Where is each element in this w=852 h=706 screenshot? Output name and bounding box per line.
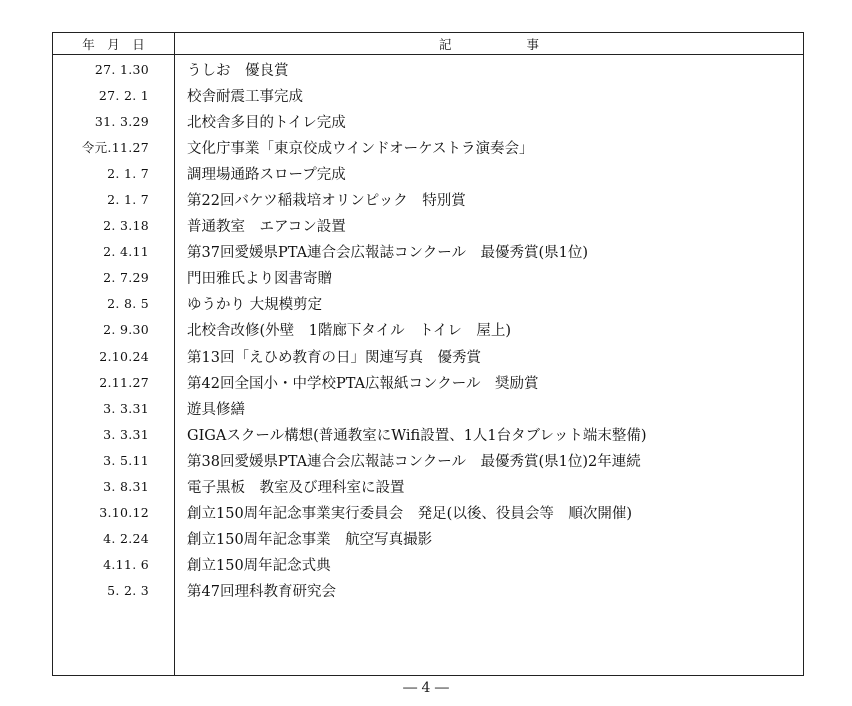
row-date: 4.11. 6: [103, 557, 149, 573]
row-event: ゆうかり 大規模剪定: [187, 297, 323, 314]
row-date: 2. 9.30: [103, 322, 149, 338]
chronology-table: [52, 32, 804, 676]
table-row: [53, 474, 803, 500]
row-event: 第42回全国小・中学校PTA広報紙コンクール 奨励賞: [187, 375, 539, 392]
row-date: 2. 1. 7: [107, 191, 149, 207]
table-row: [53, 239, 803, 265]
row-date: 2. 4.11: [103, 244, 149, 260]
row-date: 3.10.12: [99, 505, 149, 521]
row-event: 創立150周年記念事業 航空写真撮影: [187, 532, 433, 549]
table-row: [53, 213, 803, 239]
row-date: 3. 3.31: [103, 426, 149, 442]
row-event: 普通教室 エアコン設置: [187, 219, 346, 236]
table-row: [53, 56, 803, 82]
table-row: [53, 395, 803, 421]
table-row: [53, 421, 803, 447]
table-row: [53, 160, 803, 186]
row-event: 門田雅氏より図書寄贈: [187, 271, 332, 288]
row-date: 2. 7.29: [103, 270, 149, 286]
row-event: 第47回理科教育研究会: [187, 584, 336, 601]
table-row: [53, 291, 803, 317]
row-date: 31. 3.29: [94, 113, 149, 129]
row-date: 27. 2. 1: [98, 87, 149, 103]
row-date: 5. 2. 3: [107, 583, 149, 599]
table-row: [53, 500, 803, 526]
table-row: [53, 82, 803, 108]
table-row: [53, 186, 803, 212]
table-body: [53, 56, 803, 604]
row-date: 2. 3.18: [103, 218, 149, 234]
row-event: GIGAスクール構想(普通教室にWifi設置、1人1台タブレット端末整備): [187, 427, 647, 444]
row-event: 北校舎改修(外壁 1階廊下タイル トイレ 屋上): [187, 323, 512, 340]
row-date: 3. 3.31: [103, 400, 149, 416]
table-row: [53, 134, 803, 160]
date-column-header: 年 月 日: [82, 36, 145, 52]
row-event: 創立150周年記念事業実行委員会 発足(以後、役員会等 順次開催): [187, 506, 632, 523]
row-event: うしお 優良賞: [187, 62, 289, 79]
row-date: 27. 1.30: [94, 61, 149, 77]
table-row: [53, 343, 803, 369]
table-header: [53, 33, 803, 55]
table-row: [53, 447, 803, 473]
table-row: [53, 578, 803, 604]
event-column-header: 記 事: [438, 36, 539, 52]
table-row: [53, 317, 803, 343]
row-event: 調理場通路スロープ完成: [187, 166, 346, 183]
row-event: 文化庁事業「東京佼成ウインドオーケストラ演奏会」: [187, 140, 534, 157]
table-row: [53, 526, 803, 552]
row-date: 2. 8. 5: [107, 296, 149, 312]
row-event: 校舎耐震工事完成: [187, 88, 303, 105]
row-event: 創立150周年記念式典: [187, 558, 331, 575]
table-row: [53, 108, 803, 134]
row-date: 令元.11.27: [81, 140, 149, 156]
row-date: 2.11.27: [99, 374, 149, 390]
row-event: 北校舎多目的トイレ完成: [187, 114, 346, 131]
row-event: 第22回バケツ稲栽培オリンピック 特別賞: [187, 192, 466, 209]
row-event: 第13回「えひめ教育の日」関連写真 優秀賞: [187, 349, 481, 366]
row-event: 第38回愛媛県PTA連合会広報誌コンクール 最優秀賞(県1位)2年連続: [187, 453, 641, 470]
row-date: 4. 2.24: [103, 531, 149, 547]
row-date: 3. 8.31: [103, 479, 149, 494]
row-event: 遊具修繕: [187, 401, 245, 418]
row-date: 2. 1. 7: [107, 165, 149, 181]
row-date: 2.10.24: [99, 348, 149, 364]
table-row: [53, 265, 803, 291]
row-event: 第37回愛媛県PTA連合会広報誌コンクール 最優秀賞(県1位): [187, 245, 589, 262]
table-row: [53, 552, 803, 578]
table-row: [53, 369, 803, 395]
page-number: ― 4 ―: [403, 680, 449, 696]
row-event: 電子黒板 教室及び理科室に設置: [187, 480, 405, 496]
row-date: 3. 5.11: [103, 452, 149, 468]
